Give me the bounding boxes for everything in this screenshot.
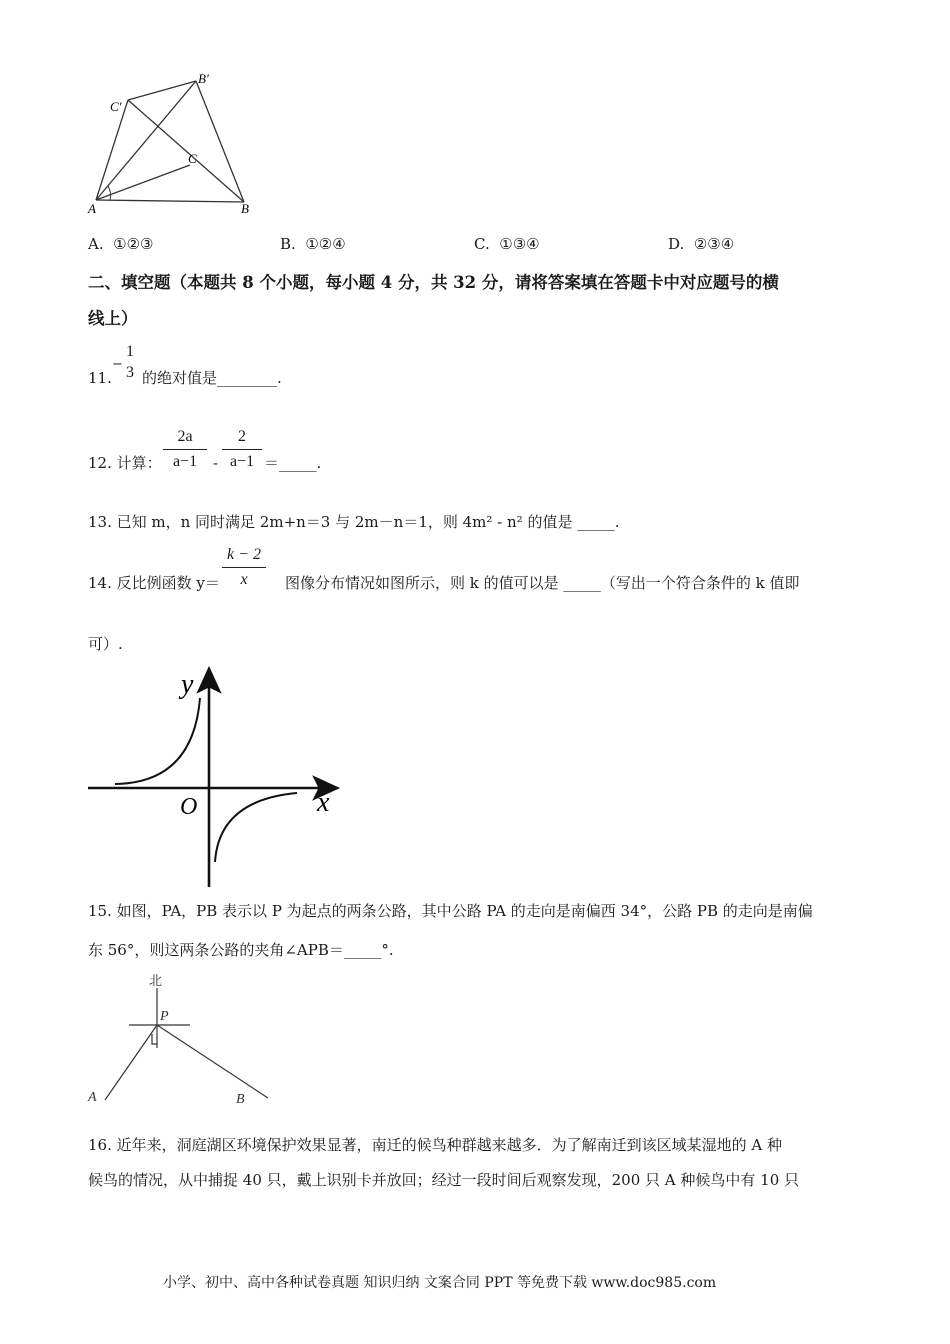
label-b: B [241,201,249,216]
option-c-text: ①③④ [499,235,540,253]
geometry-figure-1 [80,65,280,225]
q12-frac2-num: 2 [238,428,246,445]
inverse-function-graph [85,665,355,890]
q15-line2: 东 56°，则这两条公路的夹角∠APB＝_____°. [88,941,394,959]
option-c [474,237,540,252]
q12-fraction-1 [163,428,207,471]
label-b-prime: B′ [198,71,209,86]
q16-line1: 16. 近年来，洞庭湖区环境保护效果显著，南迁的候鸟种群越来越多．为了解南迁到该区域某湿地的 A 种 [88,1136,782,1154]
compass-figure [82,968,282,1113]
option-d-letter: D. [668,235,685,253]
option-b [280,237,346,252]
option-d-text: ②③④ [693,235,735,253]
compass-p-label: P [160,1009,169,1024]
label-c: C [188,151,197,166]
option-b-text: ①②④ [305,235,346,253]
label-a: A [88,201,96,216]
q14-fraction [222,546,266,589]
section-2-heading-line1: 二、填空题（本题共 8 个小题，每小题 4 分，共 32 分，请将答案填在答题卡中对应题号的横 [88,273,779,292]
q12-fraction-2 [222,428,262,471]
option-c-letter: C. [474,235,490,253]
q11-frac-num: 1 [126,343,134,360]
option-a [88,237,154,252]
section-2-heading-line2: 线上） [88,309,138,328]
q14-frac-den: x [240,571,248,588]
q12-frac1-num: 2a [177,428,193,445]
compass-b-label: B [236,1092,245,1107]
graph-y-label: y [181,669,194,700]
q12-frac1-den: a−1 [172,453,198,470]
q11-frac-den: 3 [126,364,134,381]
page-footer: 小学、初中、高中各种试卷真题 知识归纳 文案合同 PPT 等免费下载 www.doc985.com [163,1275,717,1291]
option-d [668,237,734,252]
q11-fraction [123,343,137,382]
q11-number: 11. [88,369,112,387]
q14-line2: 可）. [88,635,123,653]
q16-line2: 候鸟的情况，从中捕捉 40 只，戴上识别卡并放回；经过一段时间后观察发现，200 只 A 种候鸟中有 10 只 [88,1171,800,1189]
graph-x-label: x [317,787,330,818]
option-a-text: ①②③ [113,235,154,253]
q11-text: 的绝对值是________. [142,369,282,387]
option-a-letter: A. [88,235,104,253]
compass-a-label: A [88,1090,97,1105]
q13-text: 13. 已知 m，n 同时满足 2m+n＝3 与 2m－n＝1，则 4m² - n² 的值是 _____. [88,513,620,531]
q12-prefix: 12. 计算： [88,454,162,472]
label-c-prime: C′ [110,99,122,114]
compass-north-label: 北 [149,974,163,989]
graph-origin-label: O [180,794,198,820]
q12-suffix: ＝_____. [264,454,322,472]
q12-frac2-den: a−1 [229,453,255,470]
q15-line1: 15. 如图，PA，PB 表示以 P 为起点的两条公路，其中公路 PA 的走向是南偏西 34°，公路 PB 的走向是南偏 [88,902,813,920]
q12-minus: - [213,454,219,472]
q11-sign: − [112,357,123,372]
q14-prefix: 14. 反比例函数 y＝ [88,574,220,592]
q14-frac-num: k − 2 [227,546,261,563]
option-b-letter: B. [280,235,296,253]
q14-suffix: 图像分布情况如图所示，则 k 的值可以是 _____（写出一个符合条件的 k 值即 [285,574,800,592]
